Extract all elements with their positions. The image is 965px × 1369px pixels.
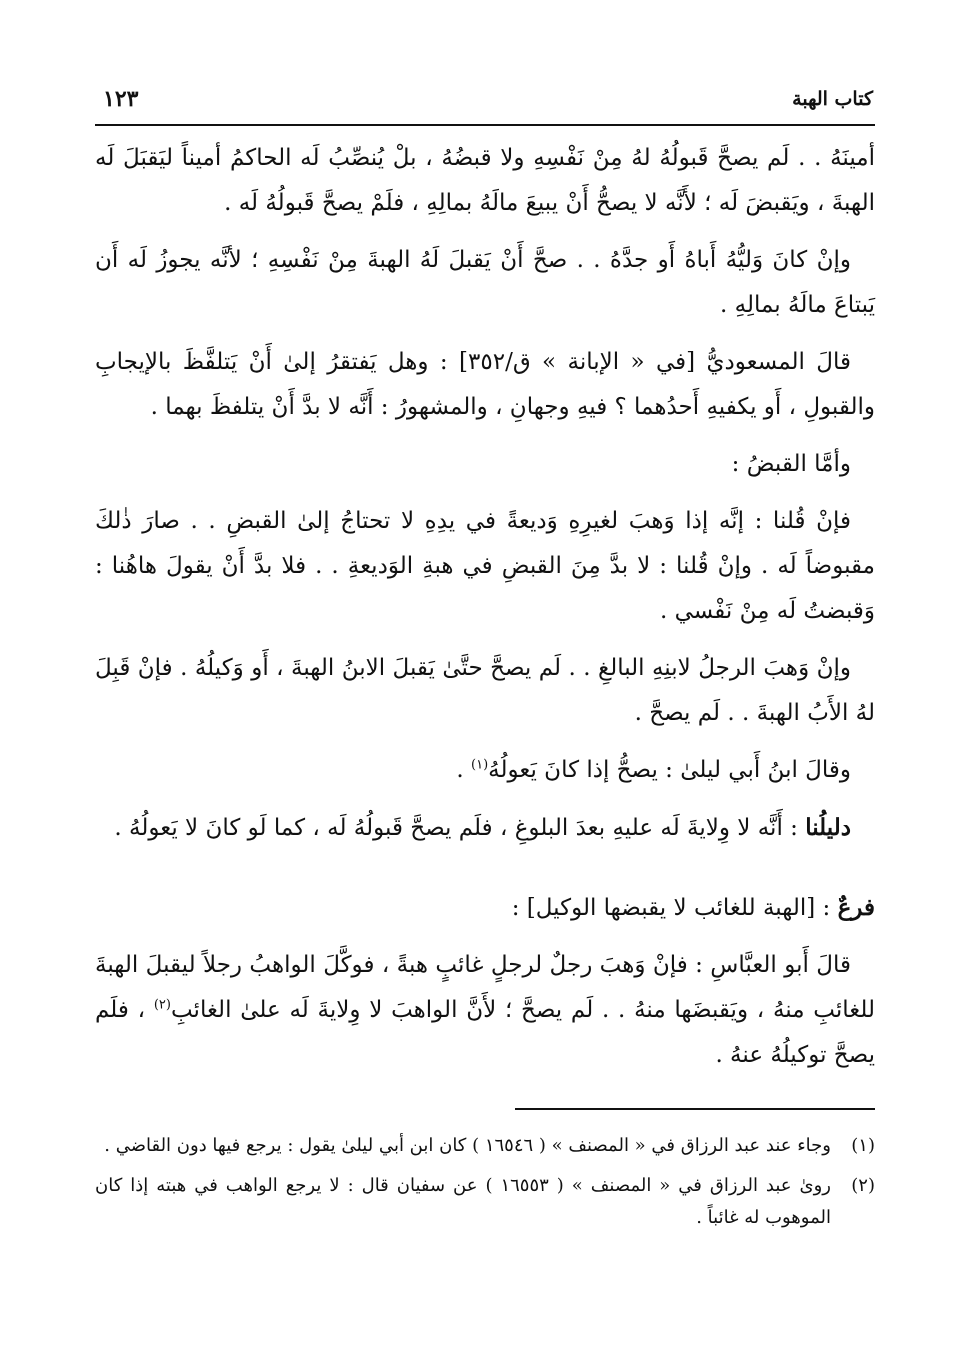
paragraph-end: . (456, 757, 472, 783)
paragraph-end: ، فلَم يصحَّ توكيلُهُ عنهُ . (95, 997, 875, 1068)
footnote-text: وجاء عند عبد الرزاق في « المصنف » ( ١٦٥٤٦ ) كان ابن أبي ليلىٰ يقول : يرجع فيها دون القاضي . (104, 1135, 831, 1156)
paragraph (95, 748, 875, 793)
footnote-ref[interactable]: (٢) (153, 997, 171, 1013)
footnote-divider (515, 1108, 875, 1110)
footnote (95, 1130, 875, 1162)
paragraph-text: : أَنَّه لا وِلايةَ لَه عليهِ بعدَ البلوغِ ، فلَم يصحَّ قَبولُهُ لَه ، كما لَو كانَ لا يَعولُهُ . (114, 815, 806, 841)
running-header (95, 82, 875, 122)
main-text (95, 136, 875, 1078)
dalil-label: دليلُنا (805, 814, 851, 841)
footnote-number: (٢) (851, 1175, 875, 1196)
paragraph: وأمَّا القبضُ : (731, 451, 851, 477)
section-heading (95, 885, 875, 931)
footnotes (95, 1130, 875, 1234)
footnote-number: (١) (851, 1135, 875, 1156)
paragraph (95, 805, 875, 851)
paragraph: وإنْ وَهبَ الرجلُ لابنِهِ البالغِ . . لَم يصحَّ حتَّىٰ يَقبلَ الابنُ الهبةَ ، أَو وَكيلُهُ . فإنْ قَبِلَ لهُ الأَبُ الهبةَ . . لَم يصحَّ . (95, 655, 875, 726)
far-title: : [الهبة للغائب لا يقبضها الوكيل] : (511, 895, 838, 921)
paragraph: وإنْ كانَ وَليُّهُ أَباهُ أَو جدَّهُ . . صحَّ أَنْ يَقبلَ لَهُ الهبةَ مِنْ نَفْسِهِ ؛ لأنَّه يجوزُ لَه أَن يَبتاعَ مالَهُ بمالِهِ . (95, 247, 875, 318)
header-divider (95, 124, 875, 126)
paragraph: فإنْ قُلنا : إنَّه إذا وَهبَ لغيرِهِ وَديعةً في يدِهِ لا تحتاجُ إلىٰ القبضِ . . صارَ ذٰلكَ مقبوضاً لَه . وإنْ قُلنا : لا بدَّ مِنَ القبضِ في هبةِ الوَديعةِ . . فلا بدَّ أَنْ يقولَ هاهُنا : وَقبضتُ لَه مِنْ نَفْسي . (95, 508, 875, 624)
book-page (95, 82, 875, 1242)
paragraph (95, 943, 875, 1078)
footnote (95, 1170, 875, 1234)
paragraph: قالَ المسعوديُّ [في « الإبانة » ق/٣٥٢] : وهل يَفتقرُ إلىٰ أَنْ يَتلفَّظَ بالإيجابِ والقبولِ ، أَو يكفيهِ أَحدُهما ؟ فيهِ وجهانِ ، والمشهورُ : أَنَّه لا بدَّ أَنْ يتلفظَ بهما . (95, 349, 875, 420)
paragraph-text: وقالَ ابنُ أَبي ليلىٰ : يصحُّ إذا كانَ يَعولُهُ (488, 757, 851, 783)
footnote-ref[interactable]: (١) (471, 757, 489, 773)
page-number: ١٢٣ (103, 86, 139, 112)
paragraph-text: قالَ أَبو العبَّاسِ : فإنْ وَهبَ رجلٌ لرجلٍ غائبٍ هبةً ، فوكَّلَ الواهبُ رجلاً ليقبلَ الهبةَ للغائبِ منهُ ، ويَقبضَها منهُ . . لَم يصحَّ ؛ لأَنَّ الواهبَ لا وِلايةَ لَه علىٰ الغائبِ (95, 952, 875, 1023)
paragraph: أمينَهُ . . لَم يصحَّ قَبولُهُ لهُ مِنْ نَفْسِهِ ولا قبضُهُ ، بلْ يُنصِّبُ لَه الحاكمُ أميناً ليَقبَلَ لَه الهبةَ ، ويَقبضَ لَه ؛ لأَنَّه لا يصحُّ أَنْ يبيعَ مالَهُ بمالِهِ ، فلَمْ يصحَّ قَبولُهُ لَه . (95, 145, 875, 216)
footnote-text: روىٰ عبد الرزاق في « المصنف » ( ١٦٥٥٣ ) عن سفيان قال : لا يرجع الواهب في هبته إذا كان الموهوب له غائباً . (95, 1175, 831, 1228)
book-title: كتاب الهبة (792, 88, 873, 110)
far-label: فرعٌ (837, 894, 875, 921)
